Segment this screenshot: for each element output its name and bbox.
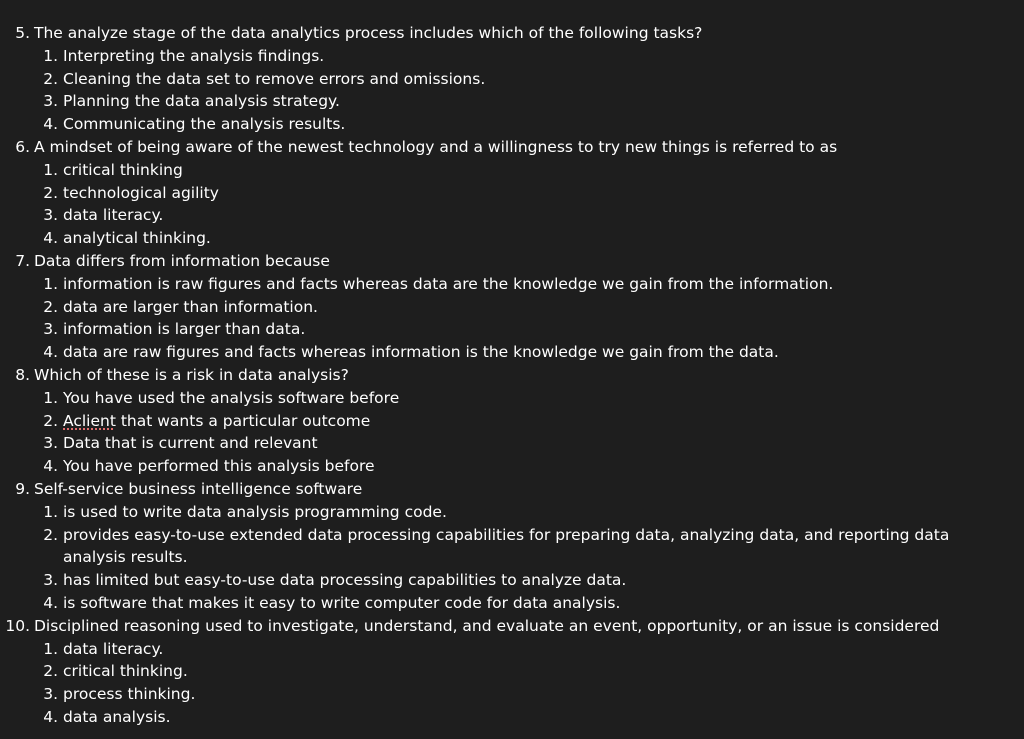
option-item bbox=[34, 432, 1016, 455]
option-number: 1. bbox=[43, 502, 58, 521]
option-number: 1. bbox=[43, 160, 58, 179]
option-text: You have used the analysis software before bbox=[63, 388, 400, 407]
option-list bbox=[34, 273, 1016, 364]
option-number: 1. bbox=[43, 274, 58, 293]
option-item bbox=[34, 296, 1016, 319]
question-10 bbox=[0, 615, 1024, 729]
option-number: 4. bbox=[43, 229, 58, 248]
question-number: 9. bbox=[15, 479, 30, 498]
option-text: Cleaning the data set to remove errors and omissions. bbox=[63, 69, 486, 88]
option-number: 4. bbox=[43, 593, 58, 612]
option-number: 2. bbox=[43, 183, 58, 202]
option-number: 4. bbox=[43, 707, 58, 726]
option-number: 2. bbox=[43, 662, 58, 681]
option-number: 1. bbox=[43, 388, 58, 407]
option-text: data literacy. bbox=[63, 639, 164, 658]
option-item bbox=[34, 706, 1016, 729]
question-5 bbox=[0, 22, 1024, 136]
option-item bbox=[34, 159, 1016, 182]
option-item bbox=[34, 227, 1016, 250]
question-text: Which of these is a risk in data analysis? bbox=[34, 365, 349, 384]
question-text: Disciplined reasoning used to investigate, understand, and evaluate an event, opportunity, or an issue is considered bbox=[34, 616, 940, 635]
option-number: 2. bbox=[43, 411, 58, 430]
option-item bbox=[34, 569, 1016, 592]
question-number: 7. bbox=[15, 251, 30, 270]
option-text: information is raw figures and facts whereas data are the knowledge we gain from the information. bbox=[63, 274, 834, 293]
option-item bbox=[34, 273, 1016, 296]
option-text: critical thinking. bbox=[63, 662, 188, 681]
option-list bbox=[34, 159, 1016, 250]
option-text: that wants a particular outcome bbox=[115, 411, 371, 430]
option-number: 4. bbox=[43, 457, 58, 476]
option-number: 4. bbox=[43, 115, 58, 134]
option-item bbox=[34, 592, 1016, 615]
option-number: 2. bbox=[43, 69, 58, 88]
option-number: 4. bbox=[43, 343, 58, 362]
option-item bbox=[34, 410, 1016, 433]
option-text: data are raw figures and facts whereas information is the knowledge we gain from the data. bbox=[63, 343, 779, 362]
option-text: is used to write data analysis programming code. bbox=[63, 502, 447, 521]
question-number: 5. bbox=[15, 24, 30, 42]
option-item bbox=[34, 68, 1016, 91]
question-number: 10. bbox=[5, 616, 30, 635]
option-text: analytical thinking. bbox=[63, 229, 211, 248]
option-number: 3. bbox=[43, 685, 58, 704]
option-number: 3. bbox=[43, 206, 58, 225]
option-list bbox=[34, 45, 1016, 136]
option-text: Communicating the analysis results. bbox=[63, 115, 346, 134]
option-text: technological agility bbox=[63, 183, 219, 202]
question-list bbox=[0, 22, 1024, 729]
option-text: provides easy-to-use extended data processing capabilities for preparing data, analyzing data, and reporting data analysis results. bbox=[63, 525, 950, 567]
option-number: 3. bbox=[43, 92, 58, 111]
option-text: process thinking. bbox=[63, 685, 196, 704]
question-text: Self-service business intelligence software bbox=[34, 479, 363, 498]
option-item bbox=[34, 455, 1016, 478]
question-text: The analyze stage of the data analytics process includes which of the following tasks? bbox=[34, 24, 703, 42]
question-text: Data differs from information because bbox=[34, 251, 330, 270]
option-number: 3. bbox=[43, 434, 58, 453]
option-item bbox=[34, 45, 1016, 68]
option-item bbox=[34, 660, 1016, 683]
option-item bbox=[34, 501, 1016, 524]
option-item bbox=[34, 387, 1016, 410]
question-number: 6. bbox=[15, 137, 30, 156]
option-text: data analysis. bbox=[63, 707, 171, 726]
option-text: data are larger than information. bbox=[63, 297, 318, 316]
option-text: Planning the data analysis strategy. bbox=[63, 92, 340, 111]
option-text: has limited but easy-to-use data processing capabilities to analyze data. bbox=[63, 571, 627, 590]
option-item bbox=[34, 638, 1016, 661]
question-7 bbox=[0, 250, 1024, 364]
option-number: 1. bbox=[43, 639, 58, 658]
option-number: 2. bbox=[43, 525, 58, 544]
option-number: 2. bbox=[43, 297, 58, 316]
option-text: is software that makes it easy to write computer code for data analysis. bbox=[63, 593, 621, 612]
option-list bbox=[34, 638, 1016, 729]
option-text: You have performed this analysis before bbox=[63, 457, 375, 476]
option-item bbox=[34, 204, 1016, 227]
option-text: data literacy. bbox=[63, 206, 164, 225]
option-number: 3. bbox=[43, 571, 58, 590]
option-item bbox=[34, 524, 1016, 570]
question-text: A mindset of being aware of the newest technology and a willingness to try new things is referred to as bbox=[34, 137, 838, 156]
option-item bbox=[34, 182, 1016, 205]
question-6 bbox=[0, 136, 1024, 250]
option-list bbox=[34, 387, 1016, 478]
question-8 bbox=[0, 364, 1024, 478]
option-number: 3. bbox=[43, 320, 58, 339]
question-9 bbox=[0, 478, 1024, 615]
question-number: 8. bbox=[15, 365, 30, 384]
option-item bbox=[34, 341, 1016, 364]
option-text: critical thinking bbox=[63, 160, 183, 179]
option-item bbox=[34, 318, 1016, 341]
option-item bbox=[34, 683, 1016, 706]
option-text: Data that is current and relevant bbox=[63, 434, 318, 453]
option-text: information is larger than data. bbox=[63, 320, 306, 339]
option-item bbox=[34, 113, 1016, 136]
option-text: Interpreting the analysis findings. bbox=[63, 46, 325, 65]
option-list bbox=[34, 501, 1016, 615]
option-item bbox=[34, 90, 1016, 113]
option-number: 1. bbox=[43, 46, 58, 65]
misspelled-word[interactable]: Aclient bbox=[63, 411, 116, 430]
